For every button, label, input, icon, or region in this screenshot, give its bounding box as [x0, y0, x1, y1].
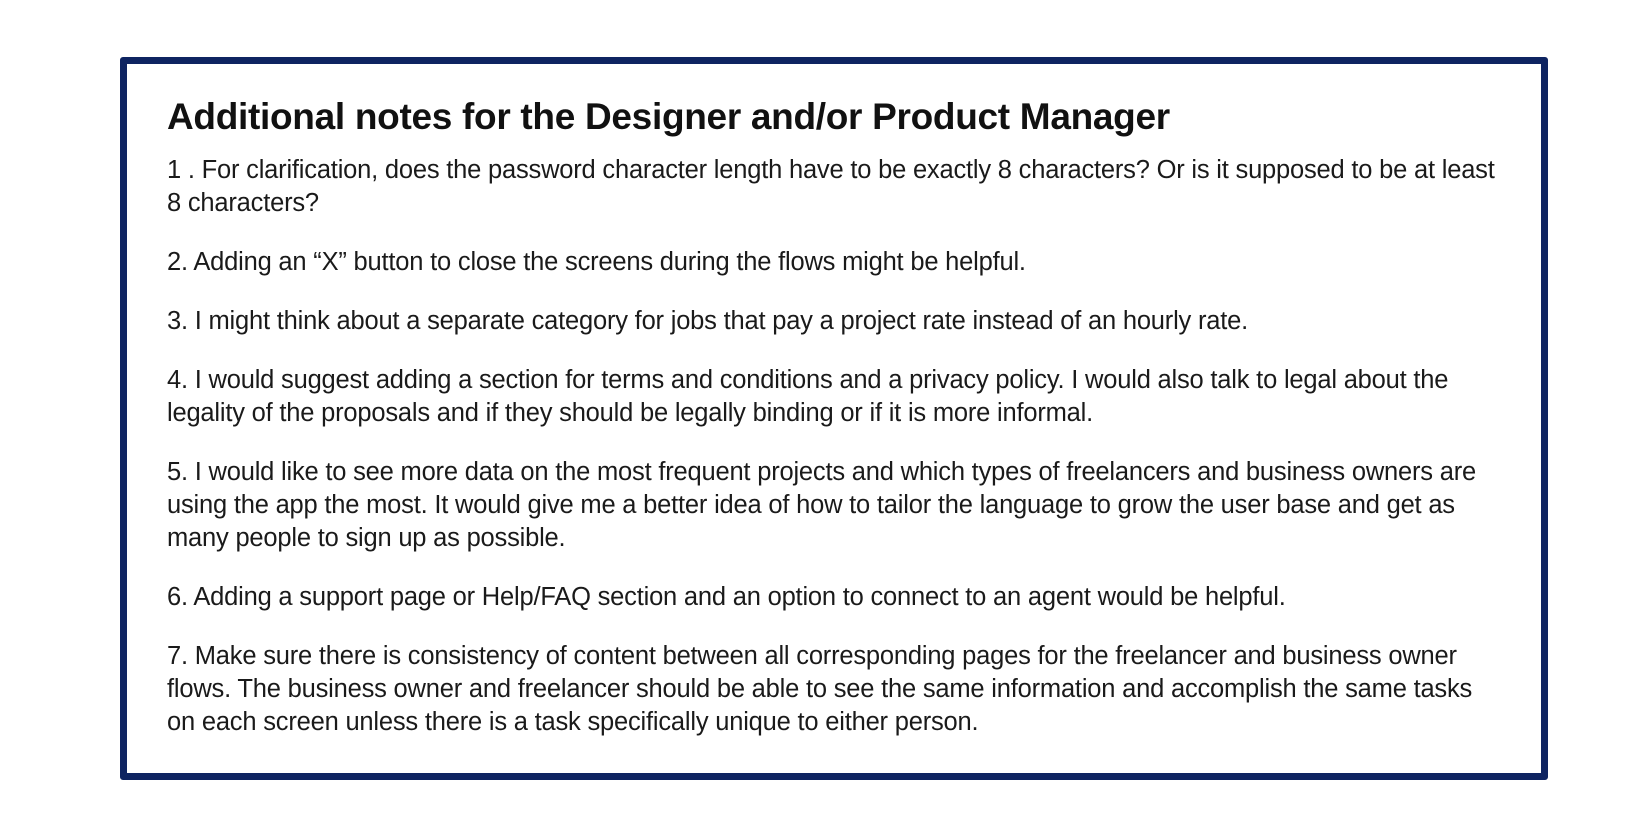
notes-list: [167, 154, 1501, 739]
note-item-6: 6. Adding a support page or Help/FAQ section and an option to connect to an agent would be helpful.: [167, 583, 1286, 611]
note-item-4: 4. I would suggest adding a section for terms and conditions and a privacy policy. I would also talk to legal about the legality of the proposals and if they should be legally binding or if it is more informal.: [167, 366, 1449, 427]
note-item-2: 2. Adding an “X” button to close the screens during the flows might be helpful.: [167, 248, 1026, 276]
note-item-5: 5. I would like to see more data on the most frequent projects and which types of freelancers and business owners are using the app the most. It would give me a better idea of how to tailor the language to grow the user base and get as many people to sign up as possible.: [167, 458, 1477, 552]
note-item-7: 7. Make sure there is consistency of content between all corresponding pages for the freelancer and business owner flows. The business owner and freelancer should be able to see the same information and accomplish the same tasks on each screen unless there is a task specifically unique to either person.: [167, 642, 1473, 736]
note-item-3: 3. I might think about a separate category for jobs that pay a project rate instead of an hourly rate.: [167, 307, 1248, 335]
notes-card: [120, 57, 1548, 780]
notes-title: Additional notes for the Designer and/or Product Manager: [167, 96, 1170, 137]
note-item-1: 1 . For clarification, does the password character length have to be exactly 8 characters? Or is it supposed to be at least 8 characters?: [167, 156, 1495, 217]
